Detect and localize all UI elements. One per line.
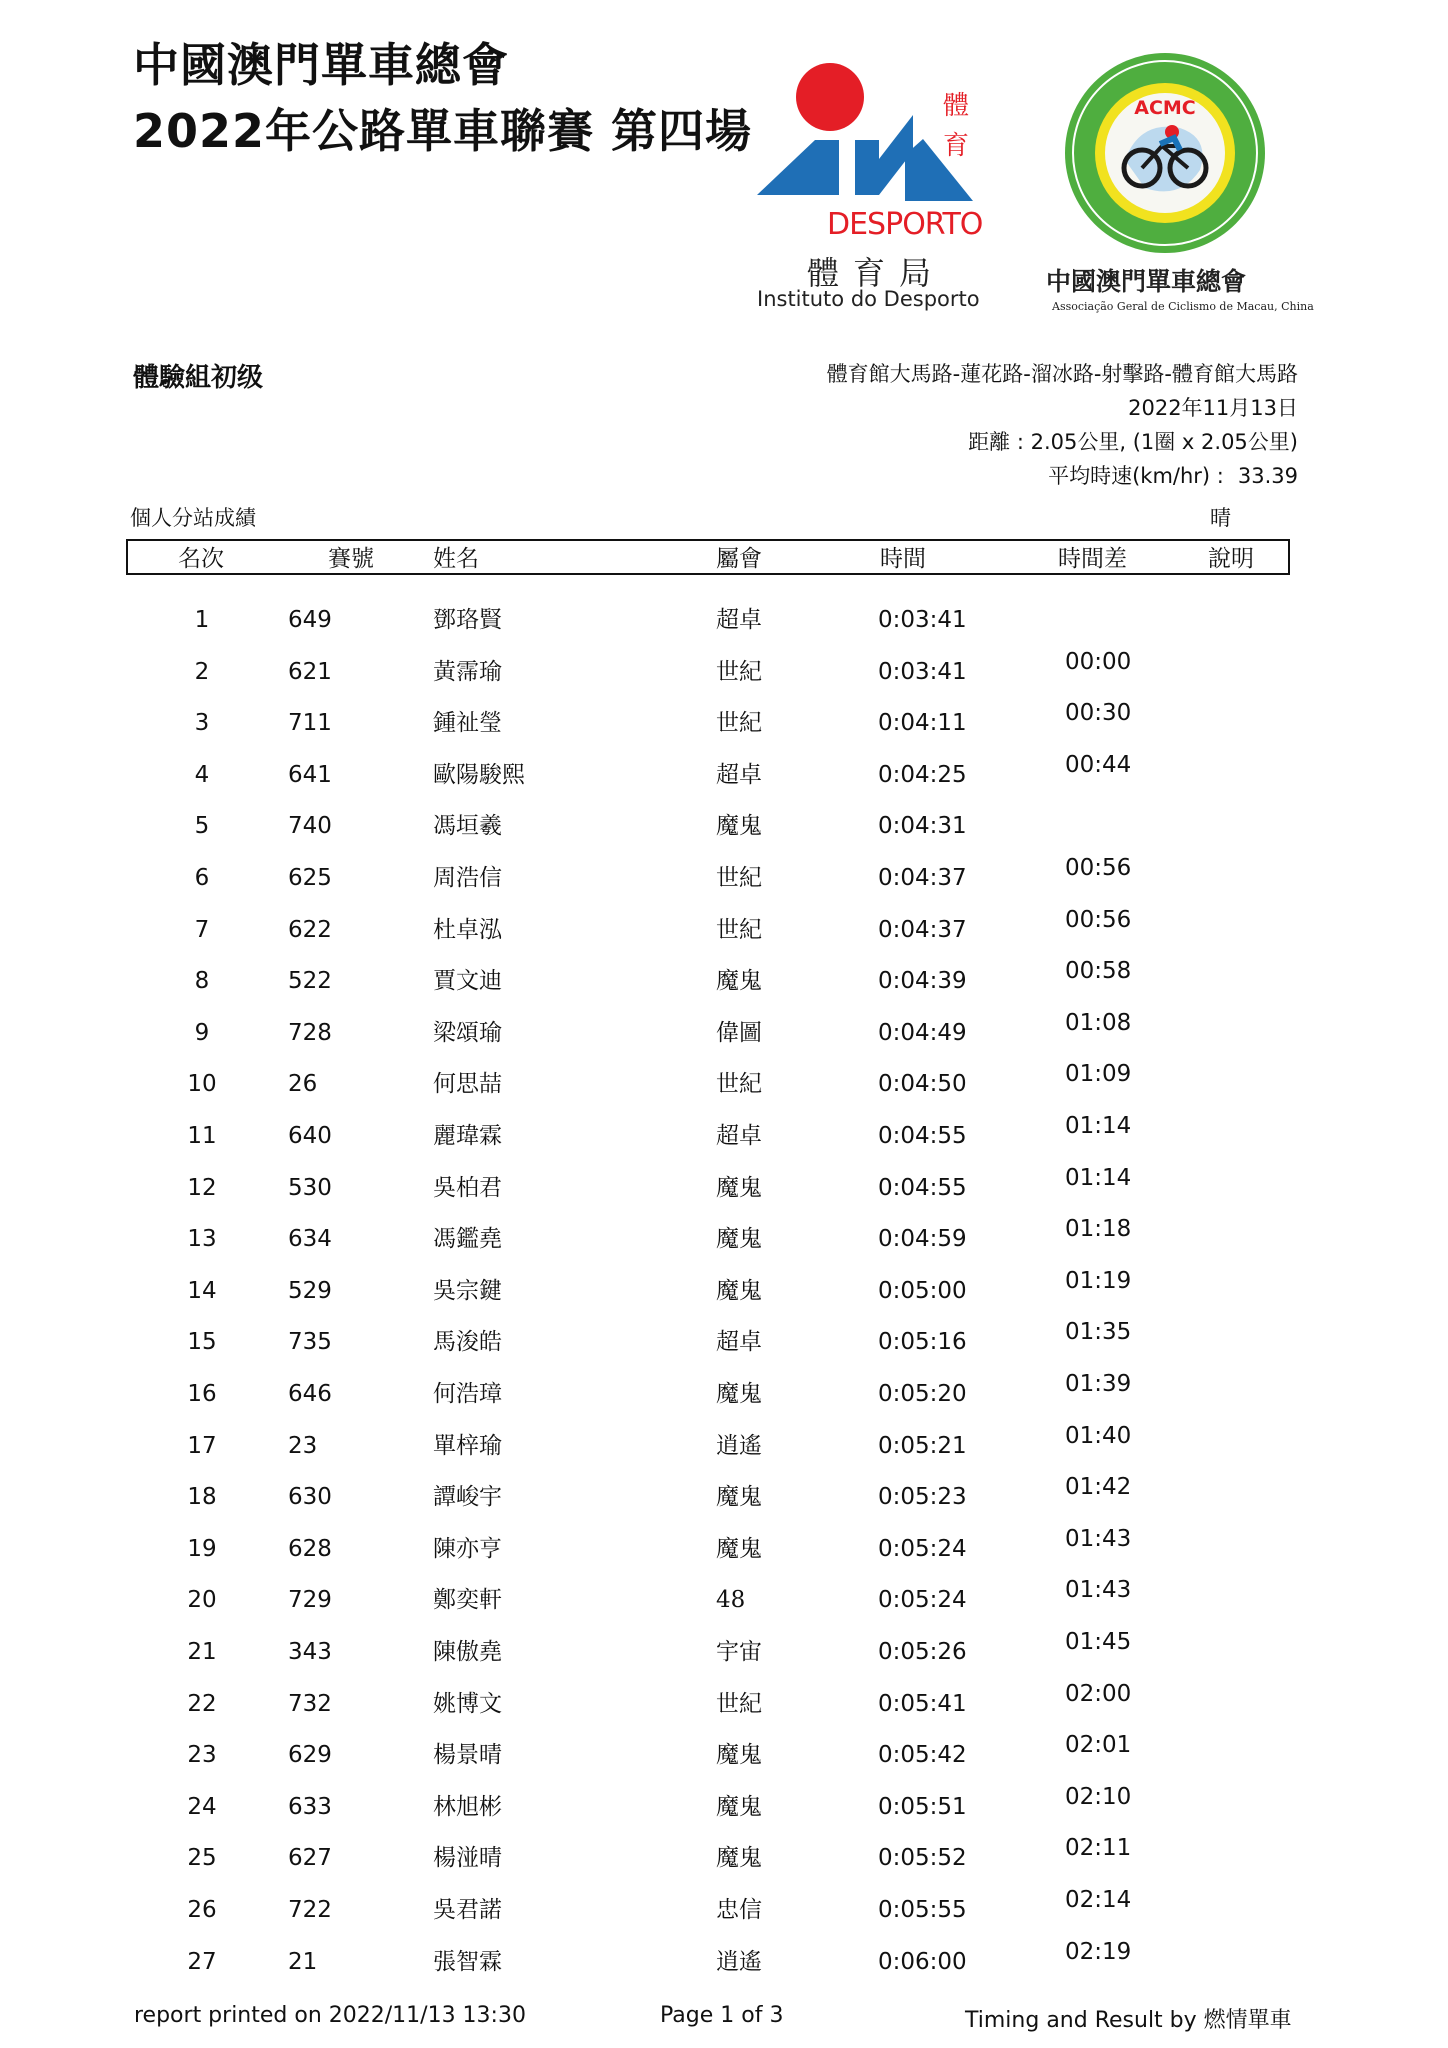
table-row xyxy=(0,1061,1448,1101)
cell-gap: 00:56 xyxy=(1065,855,1132,881)
cell-club: 魔鬼 xyxy=(716,1536,762,1562)
table-row xyxy=(0,803,1448,843)
cell-bib: 732 xyxy=(288,1691,332,1717)
cell-gap: 01:35 xyxy=(1065,1319,1132,1345)
cell-gap: 02:11 xyxy=(1065,1835,1132,1861)
cell-bib: 729 xyxy=(288,1587,332,1613)
acmc-name-cn: 中國澳門單車總會 xyxy=(1046,267,1247,296)
cell-time: 0:03:41 xyxy=(878,659,967,685)
cell-rank: 20 xyxy=(187,1587,217,1613)
cell-time: 0:04:55 xyxy=(878,1175,967,1201)
cell-bib: 630 xyxy=(288,1484,332,1510)
cell-bib: 23 xyxy=(288,1433,318,1459)
header-gap: 時間差 xyxy=(1058,546,1127,572)
cell-gap: 01:14 xyxy=(1065,1165,1132,1191)
cell-bib: 21 xyxy=(288,1949,318,1975)
cell-rank: 9 xyxy=(194,1020,210,1046)
table-row xyxy=(0,1474,1448,1514)
cell-rank: 2 xyxy=(194,659,210,685)
cell-name: 吳宗鍵 xyxy=(433,1278,502,1304)
cell-gap: 01:14 xyxy=(1065,1113,1132,1139)
cell-bib: 646 xyxy=(288,1381,332,1407)
cell-club: 世紀 xyxy=(716,1691,762,1717)
acmc-logo xyxy=(1040,50,1314,315)
cell-name: 歐陽駿熙 xyxy=(433,762,525,788)
footer-timing: Timing and Result by 燃情單車 xyxy=(965,2008,1292,2033)
sports-bureau-logo xyxy=(755,55,995,315)
cell-time: 0:05:55 xyxy=(878,1897,967,1923)
table-row xyxy=(0,1526,1448,1566)
cell-club: 魔鬼 xyxy=(716,1484,762,1510)
header-time: 時間 xyxy=(880,546,926,572)
cell-time: 0:04:37 xyxy=(878,917,967,943)
cell-name: 鍾祉瑩 xyxy=(433,710,502,736)
cell-bib: 722 xyxy=(288,1897,332,1923)
table-row xyxy=(0,907,1448,947)
table-row xyxy=(0,1165,1448,1205)
cell-gap: 02:01 xyxy=(1065,1732,1132,1758)
acmc-name-pt: Associação Geral de Ciclismo de Macau, China xyxy=(1052,300,1314,313)
table-row xyxy=(0,597,1448,637)
cell-club: 逍遙 xyxy=(716,1949,762,1975)
cell-name: 楊景晴 xyxy=(433,1742,502,1768)
table-row xyxy=(0,1681,1448,1721)
cell-gap: 01:09 xyxy=(1065,1061,1132,1087)
cell-name: 周浩信 xyxy=(433,865,502,891)
cell-gap: 00:44 xyxy=(1065,752,1132,778)
cell-name: 鄧珞賢 xyxy=(433,607,502,633)
cell-time: 0:05:24 xyxy=(878,1536,967,1562)
cell-rank: 27 xyxy=(187,1949,217,1975)
table-row xyxy=(0,1423,1448,1463)
cell-gap: 00:00 xyxy=(1065,649,1132,675)
cell-club: 超卓 xyxy=(716,762,762,788)
cell-rank: 8 xyxy=(194,968,210,994)
cell-time: 0:04:11 xyxy=(878,710,967,736)
cell-time: 0:03:41 xyxy=(878,607,967,633)
average-speed-value: 33.39 xyxy=(1237,464,1298,488)
cell-bib: 740 xyxy=(288,813,332,839)
cell-bib: 627 xyxy=(288,1845,332,1871)
cell-rank: 7 xyxy=(194,917,210,943)
cell-name: 馮垣羲 xyxy=(433,813,502,839)
cell-gap: 01:39 xyxy=(1065,1371,1132,1397)
cell-name: 梁頌瑜 xyxy=(433,1020,502,1046)
cell-bib: 625 xyxy=(288,865,332,891)
cell-name: 單梓瑜 xyxy=(433,1433,502,1459)
cell-bib: 530 xyxy=(288,1175,332,1201)
cell-club: 世紀 xyxy=(716,917,762,943)
cell-club: 超卓 xyxy=(716,1329,762,1355)
cell-bib: 735 xyxy=(288,1329,332,1355)
cell-time: 0:05:41 xyxy=(878,1691,967,1717)
cell-club: 超卓 xyxy=(716,1123,762,1149)
cell-name: 何思喆 xyxy=(433,1071,502,1097)
cell-gap: 02:19 xyxy=(1065,1939,1132,1965)
cell-club: 魔鬼 xyxy=(716,1175,762,1201)
cell-bib: 343 xyxy=(288,1639,332,1665)
logo-text-desporto: DESPORTO xyxy=(827,207,983,242)
cell-rank: 11 xyxy=(187,1123,217,1149)
cell-club: 魔鬼 xyxy=(716,968,762,994)
cell-club: 魔鬼 xyxy=(716,1226,762,1252)
cell-rank: 22 xyxy=(187,1691,217,1717)
cell-bib: 26 xyxy=(288,1071,318,1097)
header-rank: 名次 xyxy=(178,546,224,572)
cell-time: 0:05:23 xyxy=(878,1484,967,1510)
cell-name: 張智霖 xyxy=(433,1949,502,1975)
cell-name: 姚博文 xyxy=(433,1691,502,1717)
cell-name: 馬浚皓 xyxy=(433,1329,502,1355)
cell-name: 馮鑑堯 xyxy=(433,1226,502,1252)
cell-gap: 00:30 xyxy=(1065,700,1132,726)
cell-rank: 3 xyxy=(194,710,210,736)
cell-club: 魔鬼 xyxy=(716,1845,762,1871)
average-speed xyxy=(1048,460,1298,490)
table-row xyxy=(0,1216,1448,1256)
table-row xyxy=(0,1268,1448,1308)
cell-rank: 19 xyxy=(187,1536,217,1562)
cell-name: 譚峻宇 xyxy=(433,1484,502,1510)
table-row xyxy=(0,1732,1448,1772)
table-row xyxy=(0,700,1448,740)
cell-name: 陳亦亨 xyxy=(433,1536,502,1562)
cell-bib: 629 xyxy=(288,1742,332,1768)
header-club: 屬會 xyxy=(716,546,762,572)
cell-bib: 529 xyxy=(288,1278,332,1304)
cell-name: 賈文迪 xyxy=(433,968,502,994)
section-label: 個人分站成績 xyxy=(130,506,256,530)
cell-club: 世紀 xyxy=(716,659,762,685)
cell-gap: 02:10 xyxy=(1065,1784,1132,1810)
cell-name: 吳君諾 xyxy=(433,1897,502,1923)
distance-text: 距離 : 2.05公里, (1圈 x 2.05公里) xyxy=(968,430,1298,454)
cell-bib: 634 xyxy=(288,1226,332,1252)
table-row xyxy=(0,1784,1448,1824)
cell-rank: 13 xyxy=(187,1226,217,1252)
route-text: 體育館大馬路-蓮花路-溜冰路-射擊路-體育館大馬路 xyxy=(826,362,1298,386)
title-line-2: 2022年公路單車聯賽 第四場 xyxy=(133,104,753,158)
cell-club: 魔鬼 xyxy=(716,1794,762,1820)
cell-gap: 02:00 xyxy=(1065,1681,1132,1707)
cell-rank: 10 xyxy=(187,1071,217,1097)
table-row xyxy=(0,1113,1448,1153)
cell-bib: 628 xyxy=(288,1536,332,1562)
cell-rank: 18 xyxy=(187,1484,217,1510)
cell-time: 0:04:59 xyxy=(878,1226,967,1252)
cell-rank: 21 xyxy=(187,1639,217,1665)
cell-rank: 6 xyxy=(194,865,210,891)
cell-gap: 01:19 xyxy=(1065,1268,1132,1294)
cell-time: 0:05:16 xyxy=(878,1329,967,1355)
cell-club: 魔鬼 xyxy=(716,1742,762,1768)
cell-gap: 01:43 xyxy=(1065,1526,1132,1552)
acmc-emblem-icon xyxy=(1040,50,1290,260)
logo-text-name-cn: 體育局 xyxy=(807,254,946,292)
cell-gap: 01:42 xyxy=(1065,1474,1132,1500)
cell-rank: 23 xyxy=(187,1742,217,1768)
cell-club: 魔鬼 xyxy=(716,1278,762,1304)
cell-time: 0:05:42 xyxy=(878,1742,967,1768)
cell-name: 吳柏君 xyxy=(433,1175,502,1201)
title-line-1: 中國澳門單車總會 xyxy=(133,38,509,92)
cell-bib: 622 xyxy=(288,917,332,943)
cell-rank: 4 xyxy=(194,762,210,788)
cell-gap: 01:45 xyxy=(1065,1629,1132,1655)
cell-bib: 621 xyxy=(288,659,332,685)
cell-gap: 00:56 xyxy=(1065,907,1132,933)
cell-time: 0:04:50 xyxy=(878,1071,967,1097)
cell-club: 魔鬼 xyxy=(716,1381,762,1407)
cell-gap: 02:14 xyxy=(1065,1887,1132,1913)
cell-gap: 01:08 xyxy=(1065,1010,1132,1036)
logo-text-ti: 體 xyxy=(943,91,970,121)
cell-time: 0:04:55 xyxy=(878,1123,967,1149)
cell-club: 宇宙 xyxy=(716,1639,762,1665)
category-title: 體驗組初级 xyxy=(133,363,264,393)
cell-bib: 522 xyxy=(288,968,332,994)
cell-time: 0:05:00 xyxy=(878,1278,967,1304)
cell-bib: 641 xyxy=(288,762,332,788)
table-row xyxy=(0,855,1448,895)
race-date: 2022年11月13日 xyxy=(1128,396,1298,420)
cell-time: 0:05:21 xyxy=(878,1433,967,1459)
table-row xyxy=(0,1939,1448,1979)
logo-text-name-pt: Instituto do Desporto xyxy=(757,287,980,311)
cell-name: 陳傲堯 xyxy=(433,1639,502,1665)
logo-text-yu: 育 xyxy=(943,131,970,161)
cell-club: 魔鬼 xyxy=(716,813,762,839)
cell-gap: 01:18 xyxy=(1065,1216,1132,1242)
header-name: 姓名 xyxy=(433,546,479,572)
cell-club: 世紀 xyxy=(716,865,762,891)
cell-rank: 25 xyxy=(187,1845,217,1871)
acmc-badge-text: ACMC xyxy=(1134,97,1196,119)
table-row xyxy=(0,1010,1448,1050)
cell-club: 偉圖 xyxy=(716,1020,762,1046)
footer-page: Page 1 of 3 xyxy=(660,2003,784,2028)
weather-text: 晴 xyxy=(1210,506,1231,530)
cell-time: 0:06:00 xyxy=(878,1949,967,1975)
cell-bib: 633 xyxy=(288,1794,332,1820)
cell-name: 何浩璋 xyxy=(433,1381,502,1407)
cell-gap: 00:58 xyxy=(1065,958,1132,984)
cell-time: 0:05:52 xyxy=(878,1845,967,1871)
cell-name: 林旭彬 xyxy=(433,1794,502,1820)
cell-name: 麗瑋霖 xyxy=(433,1123,502,1149)
cell-time: 0:05:26 xyxy=(878,1639,967,1665)
cell-name: 黃霈瑜 xyxy=(433,659,502,685)
cell-bib: 728 xyxy=(288,1020,332,1046)
table-row xyxy=(0,1577,1448,1617)
cell-time: 0:05:51 xyxy=(878,1794,967,1820)
cell-time: 0:05:20 xyxy=(878,1381,967,1407)
header-bib: 賽號 xyxy=(328,546,374,572)
cell-rank: 16 xyxy=(187,1381,217,1407)
cell-club: 48 xyxy=(716,1587,746,1613)
table-row xyxy=(0,649,1448,689)
cell-gap: 01:43 xyxy=(1065,1577,1132,1603)
cell-rank: 12 xyxy=(187,1175,217,1201)
cell-gap: 01:40 xyxy=(1065,1423,1132,1449)
cell-time: 0:04:37 xyxy=(878,865,967,891)
table-row xyxy=(0,958,1448,998)
cell-name: 杜卓泓 xyxy=(433,917,502,943)
cell-rank: 14 xyxy=(187,1278,217,1304)
table-row xyxy=(0,1319,1448,1359)
cell-name: 鄭奕軒 xyxy=(433,1587,502,1613)
cell-bib: 711 xyxy=(288,710,332,736)
cell-rank: 24 xyxy=(187,1794,217,1820)
table-row xyxy=(0,1371,1448,1411)
cell-club: 忠信 xyxy=(716,1897,762,1923)
table-row xyxy=(0,1629,1448,1669)
cell-name: 楊湴晴 xyxy=(433,1845,502,1871)
cell-rank: 5 xyxy=(194,813,210,839)
cell-club: 超卓 xyxy=(716,607,762,633)
table-row xyxy=(0,1887,1448,1927)
cell-time: 0:04:25 xyxy=(878,762,967,788)
cell-time: 0:04:49 xyxy=(878,1020,967,1046)
cell-time: 0:04:31 xyxy=(878,813,967,839)
cell-rank: 15 xyxy=(187,1329,217,1355)
cell-club: 世紀 xyxy=(716,710,762,736)
cell-rank: 1 xyxy=(194,607,210,633)
table-row xyxy=(0,752,1448,792)
cell-club: 世紀 xyxy=(716,1071,762,1097)
footer-printed: report printed on 2022/11/13 13:30 xyxy=(134,2003,526,2028)
cell-rank: 17 xyxy=(187,1433,217,1459)
cell-rank: 26 xyxy=(187,1897,217,1923)
cell-time: 0:05:24 xyxy=(878,1587,967,1613)
header-note: 說明 xyxy=(1208,546,1254,572)
table-row xyxy=(0,1835,1448,1875)
cell-time: 0:04:39 xyxy=(878,968,967,994)
cell-club: 逍遙 xyxy=(716,1433,762,1459)
cell-bib: 640 xyxy=(288,1123,332,1149)
cell-bib: 649 xyxy=(288,607,332,633)
average-speed-label: 平均時速(km/hr) : xyxy=(1048,464,1224,488)
